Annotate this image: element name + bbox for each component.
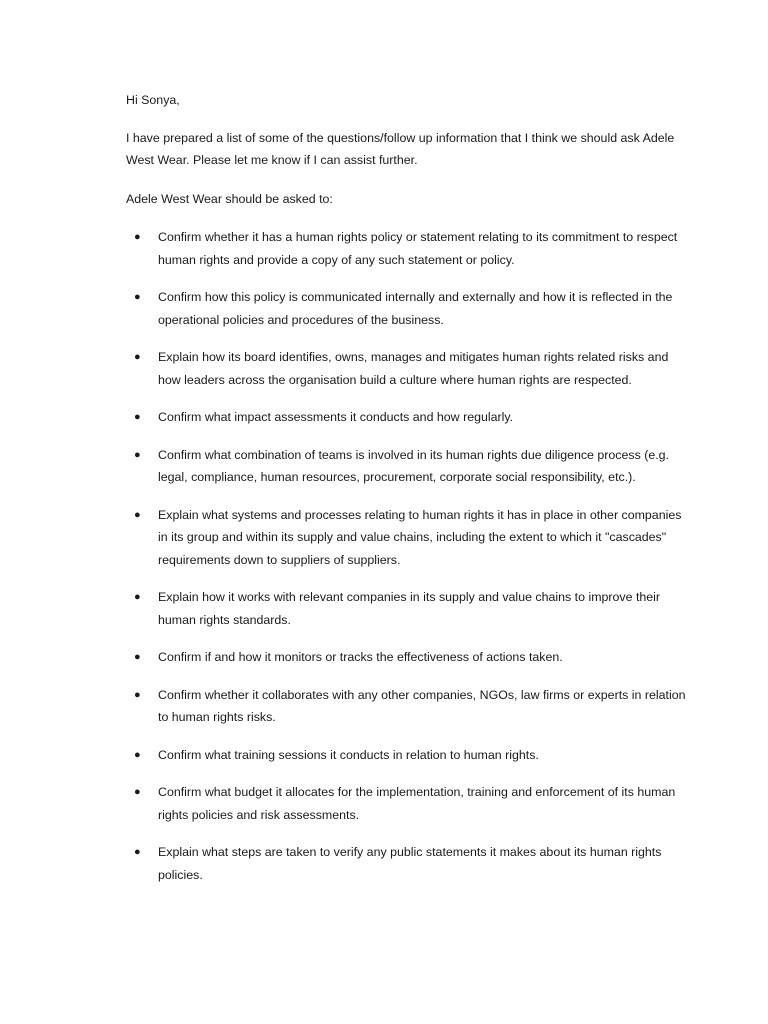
- bullet-icon: ●: [134, 688, 141, 701]
- bullet-icon: ●: [134, 411, 141, 423]
- list-item: [126, 646, 686, 669]
- intro-paragraph: I have prepared a list of some of the questions/follow up information that I think we should ask Adele West Wear. Please let me know if I can assist further.: [126, 130, 675, 167]
- bullet-icon: ●: [134, 231, 141, 243]
- list-item-text: Confirm if and how it monitors or tracks the effectiveness of actions taken.: [158, 650, 563, 664]
- list-item: [126, 444, 686, 489]
- list-item: [126, 684, 686, 729]
- bullet-icon: ●: [134, 651, 141, 663]
- bullet-icon: ●: [134, 786, 141, 798]
- list-item: [126, 586, 686, 631]
- list-item-text: Confirm whether it collaborates with any other companies, NGOs, law firms or experts in relation to human rights risks.: [158, 687, 686, 724]
- bullet-icon: ●: [134, 846, 141, 858]
- question-list: [126, 226, 686, 886]
- greeting: Hi Sonya,: [126, 93, 180, 107]
- list-item-text: Confirm what training sessions it conducts in relation to human rights.: [158, 747, 539, 762]
- list-item-text: Explain what steps are taken to verify any public statements it makes about its human rights policies.: [158, 845, 662, 882]
- list-item: [126, 346, 686, 391]
- bullet-icon: ●: [134, 508, 141, 521]
- bullet-icon: ●: [134, 351, 141, 363]
- list-item: [126, 744, 686, 767]
- list-item-text: Confirm how this policy is communicated internally and externally and how it is reflected in the operational policies and procedures of the business.: [158, 290, 673, 327]
- list-item: [126, 286, 686, 331]
- list-item: [126, 504, 686, 572]
- bullet-icon: ●: [134, 748, 141, 761]
- list-item: [126, 781, 686, 826]
- bullet-icon: ●: [134, 591, 141, 603]
- list-item-text: Confirm whether it has a human rights policy or statement relating to its commitment to respect human rights and provide a copy of any such statement or policy.: [158, 230, 678, 267]
- bullet-icon: ●: [134, 291, 141, 303]
- list-item-text: Confirm what budget it allocates for the implementation, training and enforcement of its human rights policies and risk assessments.: [158, 785, 676, 822]
- list-item-text: Explain how its board identifies, owns, manages and mitigates human rights related risks and how leaders across the organisation build a culture where human rights are respected.: [158, 350, 669, 387]
- list-item-text: Confirm what combination of teams is involved in its human rights due diligence process (e.g. legal, compliance, human resources, procurement, corporate social responsibility, etc.).: [158, 447, 670, 484]
- list-item: [126, 841, 686, 886]
- list-item: [126, 406, 686, 429]
- letter-body: [126, 89, 686, 901]
- lead-in-sentence: Adele West Wear should be asked to:: [126, 191, 333, 206]
- list-item-text: Explain what systems and processes relating to human rights it has in place in other companies in its group and within its supply and value chains, including the extent to which it "cascades" requirements down to suppliers of suppliers.: [158, 507, 682, 567]
- list-item: [126, 226, 686, 271]
- bullet-icon: ●: [134, 448, 141, 461]
- list-item-text: Explain how it works with relevant companies in its supply and value chains to improve their human rights standards.: [158, 590, 661, 627]
- list-item-text: Confirm what impact assessments it conducts and how regularly.: [158, 410, 514, 424]
